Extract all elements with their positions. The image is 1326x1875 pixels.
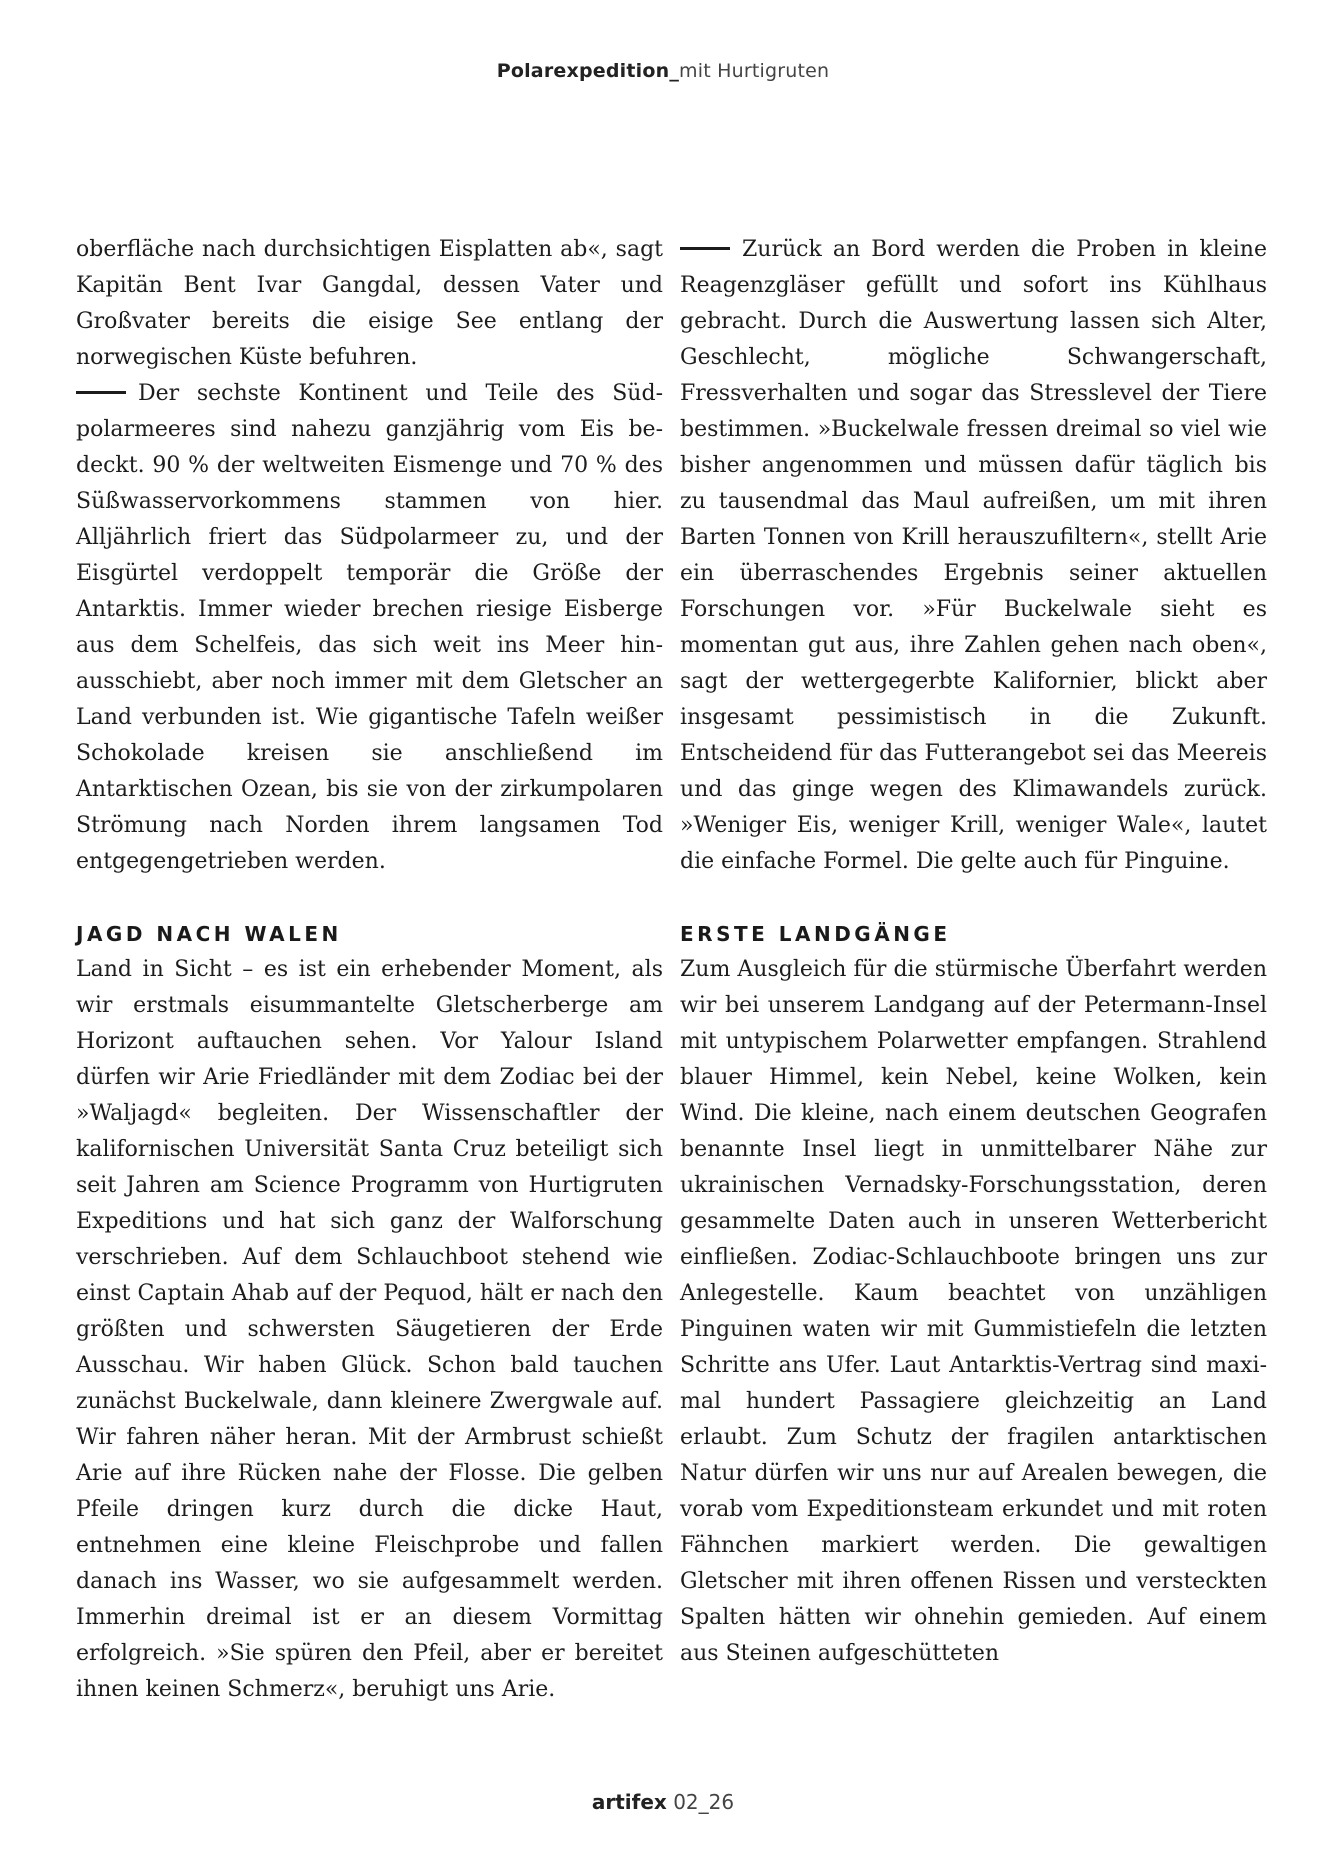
header-title: Polarexpedition — [496, 60, 670, 82]
right-paragraph-2: Zum Ausgleich für die stürmische Überfahrt werden wir bei unserem Landgang auf der Petermann-Insel mit untypischem Polarwetter empfangen. Strahlend blauer Himmel, kein Nebel, keine Wolken, kein Wind. Die kleine, nach einem deutschen Geografen benannte Insel liegt in unmittelbarer Nähe zur ukrainischen Vernadsky-Forschungsstation, deren gesammelte Daten auch in unseren Wetterbericht einfließen. Zodiac-Schlauchboote bringen uns zur Anlegestelle. Kaum beachtet von unzähligen Pinguinen waten wir mit Gummistiefeln die letzten Schritte ans Ufer. Laut Antarktis-Vertrag sind maximal hundert Passagiere gleichzeitig an Land erlaubt. Zum Schutz der fragilen antarktischen Natur dürfen wir uns nur auf Arealen bewegen, die vorab vom Expeditionsteam erkundet und mit roten Fähnchen markiert werden. Die gewaltigen Gletscher mit ihren offenen Rissen und versteckten Spalten hätten wir ohnehin gemieden. Auf einem aus Steinen aufgeschütteten — [680, 957, 1267, 1666]
left-paragraph-3: Land in Sicht – es ist ein erhebender Moment, als wir erstmals eisummantelte Gletscherberge am Horizont auftauchen sehen. Vor Yalour Island dürfen wir Arie Friedländer mit dem Zodiac bei der »Waljagd« begleiten. Der Wissenschaftler der kalifornischen Universität Santa Cruz beteiligt sich seit Jahren am Science Programm von Hurtigruten Expeditions und hat sich ganz der Walforschung verschrieben. Auf dem Schlauchboot stehend wie einst Captain Ahab auf der Pequod, hält er nach den größten und schwersten Säugetieren der Erde Ausschau. Wir haben Glück. Schon bald tauchen zunächst Buckelwale, dann kleinere Zwergwale auf. Wir fahren näher heran. Mit der Armbrust schießt Arie auf ihre Rücken nahe der Flosse. Die gelben Pfeile dringen kurz durch die dicke Haut, entnehmen eine kleine Fleischprobe und fallen danach ins Wasser, wo sie aufgesammelt werden. Immerhin dreimal ist er an diesem Vormittag erfolgreich. »Sie spüren den Pfeil, aber er bereitet ihnen keinen Schmerz«, beruhigt uns Arie. — [76, 957, 663, 1702]
right-paragraph-1-wrapper — [680, 232, 1267, 880]
right-column — [680, 232, 1267, 1672]
footer-issue: 02_26 — [673, 1790, 735, 1814]
header-subtitle: mit Hurtigruten — [679, 60, 830, 82]
right-paragraph-1: Zurück an Bord werden die Proben in kleine Reagenzgläser gefüllt und sofort ins Kühlhaus gebracht. Durch die Auswertung lassen sich Alter, Geschlecht, mögliche Schwangerschaft, Fressverhalten und sogar das Stresslevel der Tiere bestimmen. »Buckelwale fressen dreimal so viel wie bisher angenommen und müssen dafür täglich bis zu tausendmal das Maul aufreißen, um mit ihren Barten Tonnen von Krill herauszufiltern«, stellt Arie ein überraschendes Ergebnis seiner aktuellen Forschungen vor. »Für Buckelwale sieht es momentan gut aus, ihre Zahlen gehen nach oben«, sagt der wettergegerbte Kalifornier, blickt aber insgesamt pessimistisch in die Zukunft. Entscheidend für das Futterangebot sei das Meereis und das ginge wegen des Klimawandels zurück. »Weniger Eis, weniger Krill, weniger Wale«, lautet die einfache Formel. Die gelte auch für Pinguine. — [680, 237, 1268, 874]
subhead-erste-landgaenge: ERSTE LANDGÄNGE — [680, 922, 951, 946]
header-separator: _ — [669, 60, 680, 82]
footer-brand: artifex — [591, 1790, 667, 1814]
left-column — [76, 232, 663, 1708]
left-paragraph-2: Der sechste Kontinent und Teile des Südpolarmeeres sind nahezu ganzjährig vom Eis bedeckt. 90 % der weltweiten Eismenge und 70 % des Süßwasservorkommens stammen von hier. Alljährlich friert das Südpolarmeer zu, und der Eisgürtel verdoppelt temporär die Größe der Antarktis. Immer wieder brechen riesige Eisberge aus dem Schelfeis, das sich weit ins Meer hinausschiebt, aber noch immer mit dem Gletscher an Land verbunden ist. Wie gigantische Tafeln weißer Schokolade kreisen sie anschließend im Antarktischen Ozean, bis sie von der zirkumpolaren Strömung nach Norden ihrem langsamen Tod entgegengetrieben werden. — [76, 381, 663, 874]
running-header — [0, 60, 1326, 82]
left-paragraph-1: oberfläche nach durchsichtigen Eisplatten ab«, sagt Kapitän Bent Ivar Gangdal, dessen Vater und Großvater bereits die eisige See entlang der norwegischen Küste befuhren. — [76, 237, 663, 370]
page-footer — [0, 1790, 1326, 1814]
paragraph-dash-icon — [680, 247, 730, 250]
left-paragraph-2-wrapper — [76, 376, 663, 880]
subhead-jagd-nach-walen: JAGD NACH WALEN — [76, 922, 342, 946]
paragraph-dash-icon — [76, 391, 126, 394]
